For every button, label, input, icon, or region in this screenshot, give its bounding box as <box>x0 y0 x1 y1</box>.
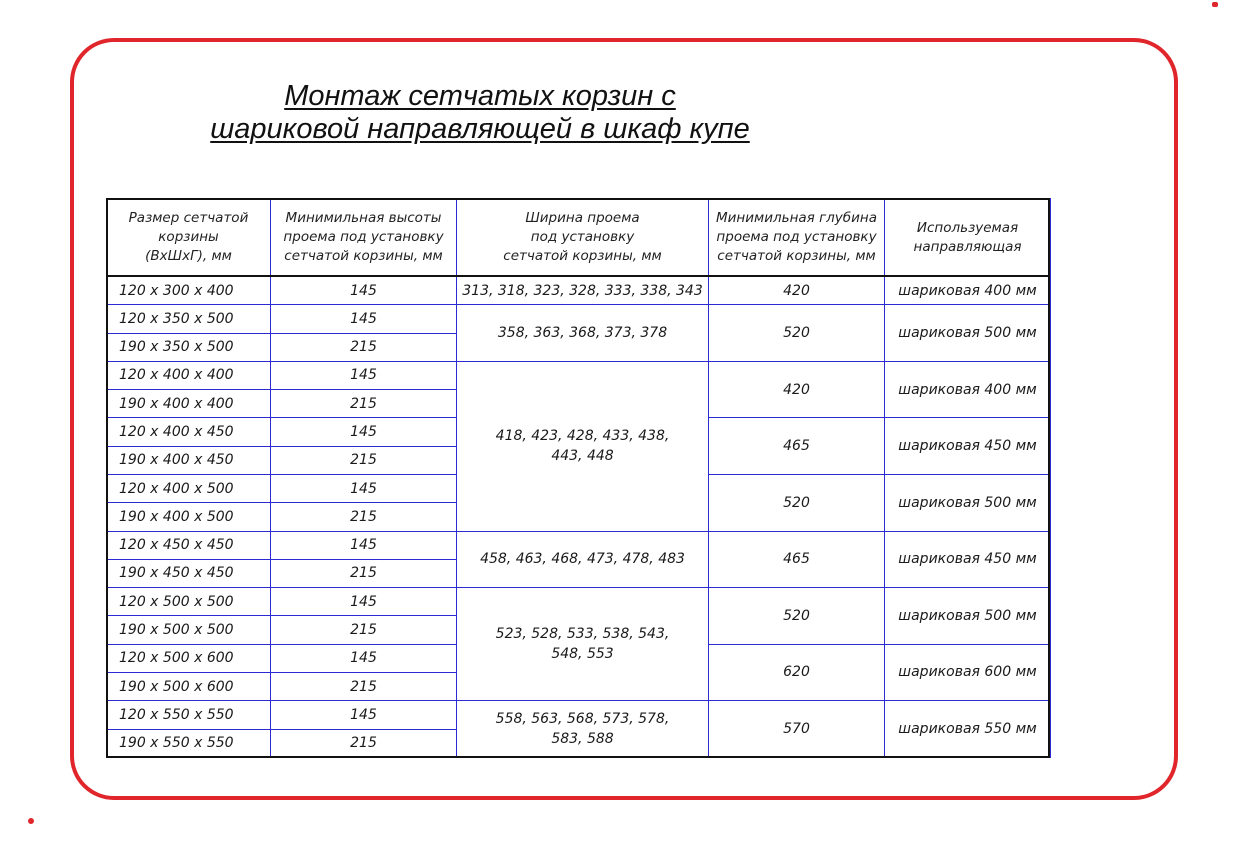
header-size <box>107 199 271 277</box>
width-line: 583, 588 <box>551 731 614 748</box>
header-width-line: сетчатой корзины, мм <box>503 248 662 264</box>
table-row <box>107 588 1051 616</box>
size-cell: 120 х 500 х 500 <box>107 588 271 616</box>
header-depth-line: проема под установку <box>716 229 877 245</box>
depth-cell: 465 <box>709 418 885 475</box>
table-row <box>107 305 1051 333</box>
height-cell: 145 <box>271 701 457 729</box>
size-cell: 120 х 550 х 550 <box>107 701 271 729</box>
width-cell: 458, 463, 468, 473, 478, 483 <box>457 531 709 588</box>
header-guide <box>885 199 1051 277</box>
table-row <box>107 361 1051 389</box>
size-cell: 190 х 550 х 550 <box>107 729 271 758</box>
guide-cell: шариковая 500 мм <box>885 588 1051 645</box>
size-cell: 120 х 300 х 400 <box>107 277 271 305</box>
size-cell: 190 х 350 х 500 <box>107 333 271 361</box>
height-cell: 145 <box>271 305 457 333</box>
header-size-line: (ВхШхГ), мм <box>145 248 232 264</box>
width-line: 523, 528, 533, 538, 543, <box>495 626 670 643</box>
size-cell: 190 х 450 х 450 <box>107 559 271 587</box>
height-cell: 215 <box>271 446 457 474</box>
depth-cell: 620 <box>709 644 885 701</box>
depth-cell: 420 <box>709 361 885 418</box>
header-width <box>457 199 709 277</box>
width-cell: 358, 363, 368, 373, 378 <box>457 305 709 362</box>
header-guide-line: Используемая <box>916 219 1019 236</box>
title-line-2: шариковой направляющей в шкаф купе <box>210 113 750 145</box>
height-cell: 215 <box>271 503 457 531</box>
basket-table <box>106 198 1050 758</box>
size-cell: 120 х 400 х 500 <box>107 474 271 502</box>
height-cell: 145 <box>271 474 457 502</box>
header-depth-line: сетчатой корзины, мм <box>717 248 876 264</box>
height-cell: 145 <box>271 277 457 305</box>
guide-cell: шариковая 400 мм <box>885 361 1051 418</box>
width-cell <box>457 361 709 531</box>
width-cell <box>457 701 709 758</box>
depth-cell: 520 <box>709 588 885 645</box>
header-row <box>107 199 1051 277</box>
height-cell: 215 <box>271 390 457 418</box>
guide-cell: шариковая 450 мм <box>885 418 1051 475</box>
size-cell: 190 х 500 х 600 <box>107 672 271 700</box>
height-cell: 145 <box>271 418 457 446</box>
width-cell: 313, 318, 323, 328, 333, 338, 343 <box>457 277 709 305</box>
height-cell: 215 <box>271 333 457 361</box>
header-height-line: Минимильная высоты <box>285 210 442 226</box>
guide-cell: шариковая 400 мм <box>885 277 1051 305</box>
title-line-1: Монтаж сетчатых корзин с <box>284 80 676 112</box>
width-line: 443, 448 <box>551 448 614 465</box>
height-cell: 215 <box>271 559 457 587</box>
depth-cell: 465 <box>709 531 885 588</box>
page-title <box>150 80 810 146</box>
header-size-line: Размер сетчатой <box>128 210 249 226</box>
depth-cell: 570 <box>709 701 885 758</box>
size-cell: 120 х 450 х 450 <box>107 531 271 559</box>
height-cell: 145 <box>271 361 457 389</box>
header-depth <box>709 199 885 277</box>
size-cell: 120 х 400 х 400 <box>107 361 271 389</box>
header-width-line: под установку <box>530 229 635 245</box>
guide-cell: шариковая 500 мм <box>885 474 1051 531</box>
width-line: 558, 563, 568, 573, 578, <box>495 711 670 728</box>
size-cell: 190 х 400 х 450 <box>107 446 271 474</box>
height-cell: 145 <box>271 588 457 616</box>
header-depth-line: Минимильная глубина <box>716 210 877 226</box>
header-width-line: Ширина проема <box>525 210 640 226</box>
guide-cell: шариковая 600 мм <box>885 644 1051 701</box>
height-cell: 215 <box>271 616 457 644</box>
size-cell: 120 х 350 х 500 <box>107 305 271 333</box>
size-cell: 190 х 400 х 500 <box>107 503 271 531</box>
height-cell: 215 <box>271 729 457 758</box>
guide-cell: шариковая 500 мм <box>885 305 1051 362</box>
size-cell: 120 х 400 х 450 <box>107 418 271 446</box>
table-row <box>107 277 1051 305</box>
size-cell: 190 х 400 х 400 <box>107 390 271 418</box>
corner-mark <box>1212 2 1218 7</box>
header-height-line: проема под установку <box>283 229 444 245</box>
header-height <box>271 199 457 277</box>
guide-cell: шариковая 450 мм <box>885 531 1051 588</box>
width-line: 418, 423, 428, 433, 438, <box>495 428 670 445</box>
guide-cell: шариковая 550 мм <box>885 701 1051 758</box>
table-row <box>107 701 1051 729</box>
depth-cell: 520 <box>709 305 885 362</box>
corner-mark <box>28 818 34 824</box>
height-cell: 145 <box>271 644 457 672</box>
height-cell: 145 <box>271 531 457 559</box>
depth-cell: 520 <box>709 474 885 531</box>
size-cell: 120 х 500 х 600 <box>107 644 271 672</box>
header-guide-line: направляющая <box>913 238 1022 255</box>
header-height-line: сетчатой корзины, мм <box>284 248 443 264</box>
table-row <box>107 531 1051 559</box>
size-cell: 190 х 500 х 500 <box>107 616 271 644</box>
width-line: 548, 553 <box>551 646 614 663</box>
height-cell: 215 <box>271 672 457 700</box>
header-size-line: корзины <box>158 229 219 245</box>
width-cell <box>457 588 709 701</box>
depth-cell: 420 <box>709 277 885 305</box>
